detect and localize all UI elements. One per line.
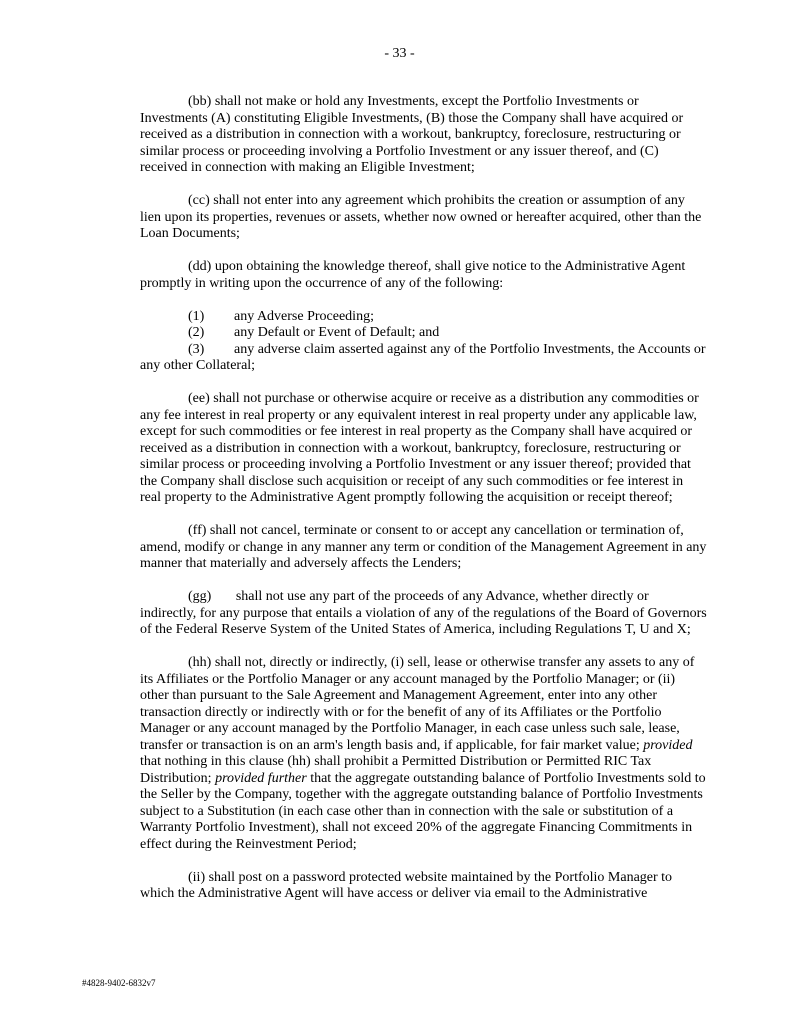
clause-hh (140, 655, 707, 853)
list-item-text: any Default or Event of Default; and (234, 325, 440, 340)
clause-ff: (ff) shall not cancel, terminate or consent to or accept any cancellation or termination of, amend, modify or change in any manner any term or condition of the Management Agreement in any manner that materially and adversely affects the Lenders; (140, 523, 707, 571)
list-item (140, 325, 707, 342)
clause-hh-part3: that the aggregate outstanding balance of Portfolio Investments sold to the Seller by the Company, together with the aggregate outstanding balance of Portfolio Investments subject to a Substitution (in each case other than in connection with the sale or substitution of a Warranty Portfolio Investment), shall not exceed 20% of the aggregate Financing Commitments in effect during the Reinvestment Period; (140, 770, 706, 852)
clause-ii: (ii) shall post on a password protected website maintained by the Portfolio Manager to which the Administrative Agent will have access or deliver via email to the Administrative (140, 869, 673, 901)
list-item-number: (3) (188, 341, 205, 357)
list-item-text: any Adverse Proceeding; (234, 308, 374, 324)
list-item-number: (1) (188, 308, 205, 324)
page-number: - 33 - (384, 46, 415, 61)
clause-dd: (dd) upon obtaining the knowledge thereof, shall give notice to the Administrative Agent promptly in writing upon the occurrence of any of the following: (140, 259, 686, 291)
clause-hh-provided: provided (643, 737, 693, 753)
clause-bb: (bb) shall not make or hold any Investments, except the Portfolio Investments or Investments (A) constituting Eligible Investments, (B) those the Company shall have acquired or received as a distribution in connection with a workout, bankruptcy, foreclosure, restructuring or similar process or proceeding involving a Portfolio Investment or any issuer thereof, and (C) received in connection with making an Eligible Investment; (140, 94, 684, 175)
clause-gg: (gg) shall not use any part of the proceeds of any Advance, whether directly or indirectly, for any purpose that entails a violation of any of the regulations of the Board of Governors of the Federal Reserve System of the United States of America, including Regulations T, U and X; (140, 589, 711, 637)
clause-dd-list (140, 309, 707, 375)
clause-hh-provided-further: provided further (215, 770, 307, 786)
list-item-number: (2) (188, 325, 205, 340)
document-id-footer: #4828-9402-6832v7 (82, 978, 156, 988)
clause-cc: (cc) shall not enter into any agreement which prohibits the creation or assumption of any lien upon its properties, revenues or assets, whether now owned or hereafter acquired, other than the Loan Documents; (140, 193, 702, 241)
clause-ee: (ee) shall not purchase or otherwise acquire or receive as a distribution any commodities or any fee interest in real property or any equivalent interest in real property under any applicable law, except for such commodities or fee interest in real property as the Company shall have acquired or received as a distribution in connection with a workout, bankruptcy, foreclosure, restructuring or similar process or proceeding involving a Portfolio Investment or any issuer thereof; provided that the Company shall disclose such acquisition or receipt of any such commodities or fee interest in real property to the Administrative Agent promptly following the acquisition or receipt thereof; (140, 391, 699, 505)
document-body (140, 94, 711, 919)
clause-hh-part2: that nothing in this clause (hh) shall prohibit a Permitted Distribution or Permitted RIC Tax Distribution; (140, 754, 652, 786)
list-item-text: any adverse claim asserted against any of the Portfolio Investments, the Accounts or any other Collateral; (140, 341, 706, 373)
list-item (140, 309, 707, 326)
clause-hh-part1: (hh) shall not, directly or indirectly, (i) sell, lease or otherwise transfer any assets to any of its Affiliates or the Portfolio Manager or any account managed by the Portfolio Manager; or (ii) other than pursuant to the Sale Agreement and Management Agreement, enter into any other transaction directly or indirectly with or for the benefit of any of its Affiliates or the Portfolio Manager or any account managed by the Portfolio Manager, in each case unless such sale, lease, transfer or transaction is on an arm's length basis and, if applicable, for fair market value; (140, 655, 695, 753)
list-item (140, 342, 707, 375)
